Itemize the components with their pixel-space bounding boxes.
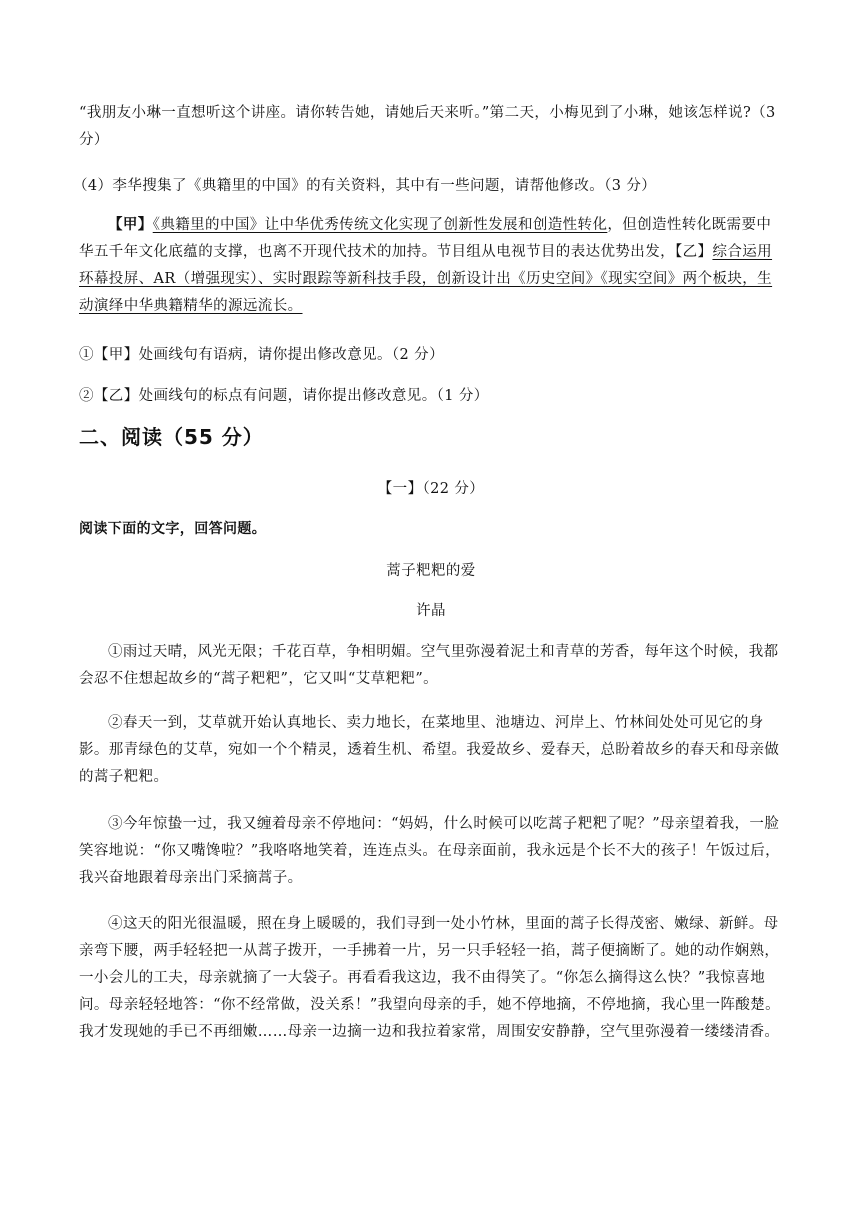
article-title: 蒿子粑粑的爱: [386, 563, 476, 579]
jia-mark: 【甲】: [108, 216, 153, 233]
article-paragraph-4: ④这天的阳光很温暖，照在身上暖暖的，我们寻到一处小竹林，里面的蒿子长得茂密、嫩绿、新鲜。母亲弯下腰，两手轻轻把一从蒿子拨开，一手拂着一片，另一只手轻轻一掐，蒿子便摘断了。她的动作娴熟，一小会儿的工夫，母亲就摘了一大袋子。再看看我这边，我不由得笑了。“你怎么摘得这么快？”我惊喜地问。母亲轻轻地答：“你不经常做，没关系！”我望向母亲的手，她不停地摘，不停地摘，我心里一阵酸楚。我才发现她的手已不再细嫩……母亲一边摘一边和我拉着家常，周围安安静静，空气里弥漫着一缕缕清香。: [79, 916, 781, 1040]
sub-question-2: ②【乙】处画线句的标点有问题，请你提出修改意见。（1 分）: [79, 388, 489, 404]
reading-instruction: 阅读下面的文字，回答问题。: [79, 521, 267, 537]
yi-mark: 【乙】: [675, 244, 713, 260]
section-heading: 二、阅读（55 分）: [79, 425, 264, 449]
sub-question-1: ①【甲】处画线句有语病，请你提出修改意见。（2 分）: [79, 347, 444, 363]
jia-underlined-sentence: 《典籍里的中国》让中华优秀传统文化实现了创新性发展和创造性转化: [152, 217, 608, 233]
question-4-text: （4）李华搜集了《典籍里的中国》的有关资料，其中有一些问题，请帮他修改。（3 分）: [73, 178, 657, 194]
question-3-text: “我朋友小琳一直想听这个讲座。请你转告她，请她后天来听。”第二天，小梅见到了小琳，她该怎样说?（3分）: [79, 105, 776, 148]
article-author: 许晶: [416, 603, 446, 619]
part-heading: 【一】（22 分）: [377, 481, 485, 497]
article-paragraph-2: ②春天一到，艾草就开始认真地长、卖力地长，在菜地里、池塘边、河岸上、竹林间处处可见它的身影。那青绿色的艾草，宛如一个个精灵，透着生机、希望。我爱故乡、爱春天，总盼着故乡的春天和母亲做的蒿子粑粑。: [79, 715, 780, 785]
article-paragraph-3: ③今年惊蛰一过，我又缠着母亲不停地问：“妈妈，什么时候可以吃蒿子粑粑了呢？”母亲望着我，一脸笑容地说：“你又嘴馋啦？”我咯咯地笑着，连连点头。在母亲面前，我永远是个长不大的孩子！午饭过后，我兴奋地跟着母亲出门采摘蒿子。: [79, 816, 781, 886]
yi-underlined-sentence: 综合运用环幕投屏、AR（增强现实）、实时跟踪等新科技手段，创新设计出《历史空间》《现实空间》两个板块，生动演绎中华典籍精华的源远流长。: [79, 244, 773, 314]
passage-middle-text: ，但创造性转化既需要中华五千年文化底蕴的支撑，也离不开现代技术的加持。节目组从电视节目的表达优势出发，: [79, 217, 772, 260]
material-passage: [79, 211, 783, 320]
article-paragraph-1: ①雨过天晴，风光无限；千花百草，争相明媚。空气里弥漫着泥土和青草的芳香，每年这个时候，我都会忍不住想起故乡的“蒿子粑粑”，它又叫“艾草粑粑”。: [79, 644, 779, 687]
